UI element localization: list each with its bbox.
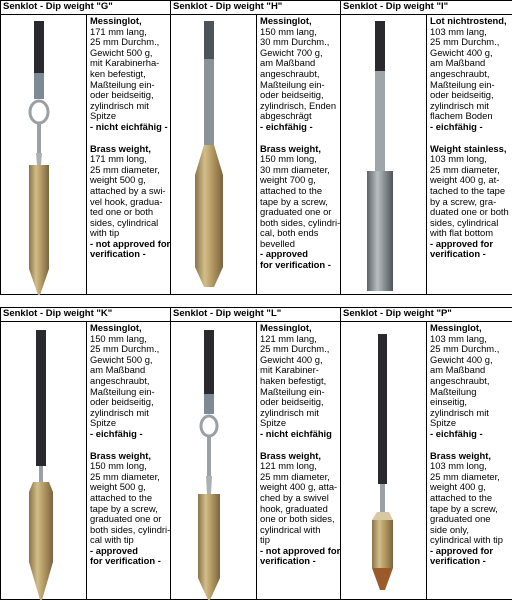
description-line: weight 700 g,	[260, 174, 316, 186]
description-line: 103 mm lang,	[430, 332, 487, 344]
description-line: zylindrisch mit	[260, 406, 319, 418]
description-line: oder beidseitig,	[260, 396, 324, 408]
description-line: both sides, cylindri-	[90, 523, 171, 535]
description-line: 30 mm Durchm.,	[260, 36, 330, 48]
description-line: - not approved for	[260, 544, 341, 556]
description-line: with tip	[90, 227, 120, 239]
description-line: am Maßband	[260, 57, 316, 69]
description-line: - nicht eichfähig	[260, 427, 332, 439]
description-line: zylindrisch mit	[430, 99, 489, 111]
description-line: angeschraubt,	[430, 374, 490, 386]
description-line: 150 mm lang,	[90, 332, 147, 344]
description-line: Messinglot,	[260, 322, 312, 333]
description-line: 25 mm diameter,	[260, 470, 330, 482]
description-line: cylindrical with	[260, 523, 321, 535]
description-line: oder beidseitig,	[430, 89, 494, 101]
description-line: angeschraubt,	[260, 67, 320, 79]
dip-weight-k-description	[87, 322, 171, 600]
description-line: graduated one or	[90, 513, 162, 525]
header-dip-weight-p: Senklot - Dip weight "P"	[341, 308, 512, 322]
header-dip-weight-g: Senklot - Dip weight "G"	[1, 1, 171, 15]
description-line: weight 500 g,	[90, 481, 146, 493]
description-line: Gewicht 400 g,	[260, 353, 323, 365]
description-line: tape by a screw,	[260, 195, 328, 207]
description-line: verification -	[260, 555, 316, 567]
description-line: angeschraubt,	[430, 67, 490, 79]
description-line: Messinglot,	[430, 322, 482, 333]
description-line: - eichfähig -	[90, 427, 143, 439]
description-line: ken befestigt,	[90, 67, 146, 79]
description-line: Brass weight,	[90, 449, 151, 461]
description-line: flachem Boden	[430, 110, 493, 122]
description-line: side only,	[430, 523, 469, 535]
description-line: by a screw, gra-	[430, 195, 497, 207]
description-line: 150 mm long,	[260, 153, 317, 165]
description-line: 171 mm long,	[90, 153, 147, 165]
header-dip-weight-k: Senklot - Dip weight "K"	[1, 308, 171, 322]
description-line: 25 mm Durchm.,	[430, 343, 500, 355]
dip-weight-h-description	[257, 15, 341, 295]
dip-weight-i-image	[341, 15, 427, 295]
description-line: Spitze	[430, 417, 457, 429]
description-line: 25 mm diameter,	[90, 470, 160, 482]
dip-weight-p-description	[427, 322, 512, 600]
description-line: am Maßband	[430, 57, 486, 69]
description-line: attached to the	[90, 491, 153, 503]
description-line: Maßteilung ein-	[260, 385, 325, 397]
description-line: weight 400 g, at-	[430, 174, 500, 186]
description-line: Spitze	[260, 417, 287, 429]
description-line: sides, cylindrical	[90, 216, 159, 228]
description-line: verification -	[430, 555, 486, 567]
description-line: verification -	[430, 248, 486, 260]
description-line: attached by a swi-	[90, 184, 166, 196]
description-line: oder beidseitig,	[90, 89, 154, 101]
description-line: - approved	[260, 248, 308, 260]
description-line: Weight stainless,	[430, 142, 507, 154]
description-line: mit Karabinerha-	[90, 57, 160, 69]
description-line: Brass weight,	[430, 449, 491, 461]
description-line: vel hook, gradua-	[90, 195, 163, 207]
description-line: 25 mm Durchm.,	[260, 343, 330, 355]
description-line: Gewicht 500 g,	[90, 46, 153, 58]
description-line: Maßteilung ein-	[90, 78, 155, 90]
description-line: with flat bottom	[430, 227, 494, 239]
description-line: 25 mm Durchm.,	[90, 36, 160, 48]
description-line: oder beidseitig,	[90, 396, 154, 408]
dip-weight-h-image	[171, 15, 257, 295]
description-line: 25 mm diameter,	[430, 470, 500, 482]
description-line: verification -	[90, 248, 146, 260]
description-line: for verification -	[90, 555, 161, 567]
description-line: am Maßband	[430, 364, 486, 376]
description-line: for verification -	[260, 259, 331, 271]
description-line: hook, graduated	[260, 502, 328, 514]
dip-weight-l-image	[171, 322, 257, 600]
description-line: abgeschrägt	[260, 110, 312, 122]
dip-weight-l-description	[257, 322, 341, 600]
header-dip-weight-h: Senklot - Dip weight "H"	[171, 1, 341, 15]
description-line: - nicht eichfähig -	[90, 120, 168, 132]
description-line: cylindrical with tip	[430, 534, 503, 546]
description-line: Spitze	[90, 417, 117, 429]
description-line: Messinglot,	[260, 15, 312, 26]
description-line: Maßteilung ein-	[260, 78, 325, 90]
header-dip-weight-l: Senklot - Dip weight "L"	[171, 308, 341, 322]
description-line: - eichfähig -	[430, 120, 483, 132]
description-line: zylindrisch mit	[90, 99, 149, 111]
description-line: - eichfähig -	[260, 120, 313, 132]
description-line: - eichfähig -	[430, 427, 483, 439]
description-line: - approved	[90, 544, 138, 556]
description-line: both sides, cylindri-	[260, 216, 341, 228]
description-line: ted one or both	[90, 206, 154, 218]
description-line: mit Karabiner-	[260, 364, 319, 376]
description-line: oder beidseitig,	[260, 89, 324, 101]
description-line: tached to the tape	[430, 184, 506, 196]
dip-weight-g-description	[87, 15, 171, 295]
description-line: Maßteilung ein-	[90, 385, 155, 397]
description-line: weight 500 g,	[90, 174, 146, 186]
description-line: tape by a screw,	[430, 502, 498, 514]
description-line: Maßteilung ein-	[430, 78, 495, 90]
description-line: Lot nichtrostend,	[430, 15, 507, 26]
description-line: Brass weight,	[90, 142, 151, 154]
dip-weight-g-image	[1, 15, 87, 295]
description-line: 25 mm Durchm.,	[430, 36, 500, 48]
header-dip-weight-i: Senklot - Dip weight "I"	[341, 1, 512, 15]
description-line: 25 mm Durchm.,	[90, 343, 160, 355]
description-line: Gewicht 400 g,	[430, 46, 493, 58]
description-line: 121 mm long,	[260, 460, 317, 472]
description-line: 150 mm long,	[90, 460, 147, 472]
description-line: Spitze	[90, 110, 117, 122]
description-line: zylindrisch, Enden	[260, 99, 337, 111]
description-line: weight 400 g,	[430, 481, 486, 493]
description-line: one or both sides,	[260, 513, 335, 525]
dip-weight-i-description	[427, 15, 512, 295]
description-line: attached to the	[430, 491, 493, 503]
description-line: graduated one or	[260, 206, 332, 218]
description-line: tip	[260, 534, 270, 546]
description-line: zylindrisch mit	[90, 406, 149, 418]
description-line: 25 mm diameter,	[90, 163, 160, 175]
description-line: Gewicht 400 g,	[430, 353, 493, 365]
description-line: angeschraubt,	[90, 374, 150, 386]
description-line: cal, both ends	[260, 227, 319, 239]
dip-weight-k-image	[1, 322, 87, 600]
description-line: einseitig,	[430, 396, 468, 408]
description-line: 121 mm lang,	[260, 332, 317, 344]
description-line: bevelled	[260, 237, 295, 249]
description-line: zylindrisch mit	[430, 406, 489, 418]
description-line: Messinglot,	[90, 322, 142, 333]
description-line: Maßteilung	[430, 385, 477, 397]
description-line: - approved for	[430, 237, 494, 249]
description-line: Messinglot,	[90, 15, 142, 26]
description-line: 30 mm diameter,	[260, 163, 330, 175]
dip-weight-p-image	[341, 322, 427, 600]
description-line: Gewicht 700 g,	[260, 46, 323, 58]
description-line: am Maßband	[90, 364, 146, 376]
dip-weight-table-2	[0, 307, 512, 600]
description-line: graduated one	[430, 513, 491, 525]
dip-weight-table-1	[0, 0, 512, 295]
description-line: 171 mm lang,	[90, 25, 147, 37]
description-line: Gewicht 500 g,	[90, 353, 153, 365]
description-line: attached to the	[260, 184, 323, 196]
description-line: weight 400 g, atta-	[260, 481, 338, 493]
description-line: - approved for	[430, 544, 494, 556]
description-line: 25 mm diameter,	[430, 163, 500, 175]
description-line: duated one or both	[430, 206, 509, 218]
description-line: sides, cylindrical	[430, 216, 499, 228]
description-line: 103 mm lang,	[430, 25, 487, 37]
description-line: haken befestigt,	[260, 374, 327, 386]
description-line: - not approved for	[90, 237, 171, 249]
description-line: ched by a swivel	[260, 491, 329, 503]
description-line: 150 mm lang,	[260, 25, 317, 37]
description-line: cal with tip	[90, 534, 134, 546]
description-line: Brass weight,	[260, 449, 321, 461]
description-line: 103 mm long,	[430, 460, 487, 472]
description-line: tape by a screw,	[90, 502, 158, 514]
description-line: 103 mm long,	[430, 153, 487, 165]
description-line: Brass weight,	[260, 142, 321, 154]
